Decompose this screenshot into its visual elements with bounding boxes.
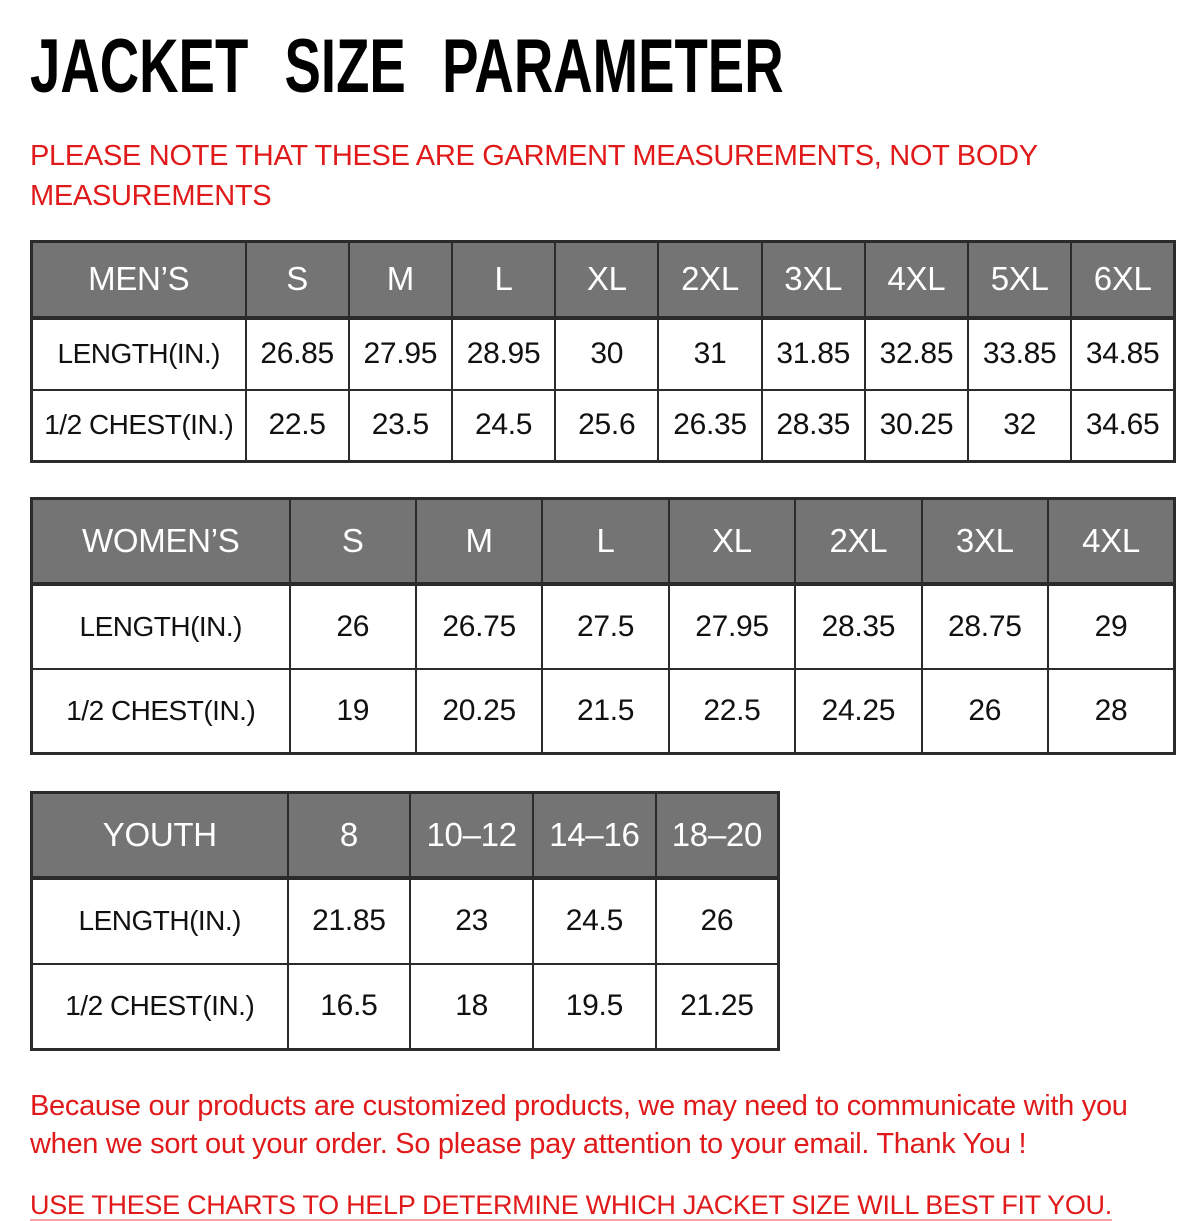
customization-notice [30, 1087, 1170, 1164]
size-header-cell: M [349, 242, 452, 318]
size-header-cell: 2XL [795, 499, 921, 584]
fit-instruction-text: USE THESE CHARTS TO HELP DETERMINE WHICH JACKET SIZE WILL BEST FIT YOU. [30, 1189, 1112, 1220]
note-line: PLEASE NOTE THAT THESE ARE GARMENT MEASUREMENTS, NOT BODY [30, 140, 1038, 172]
table-row [32, 390, 1175, 462]
row-label-cell: LENGTH(IN.) [32, 318, 246, 390]
size-value-cell: 21.85 [288, 878, 411, 964]
size-value-cell: 34.65 [1071, 390, 1174, 462]
row-label-cell: 1/2 CHEST(IN.) [32, 390, 246, 462]
table-row [32, 878, 779, 964]
size-value-cell: 21.5 [542, 669, 668, 754]
table-title-cell: YOUTH [32, 793, 288, 878]
womens-size-table [30, 497, 1176, 755]
row-label-cell: LENGTH(IN.) [32, 878, 288, 964]
size-header-cell: 14–16 [533, 793, 656, 878]
size-header-cell: S [246, 242, 349, 318]
notice-line: when we sort out your order. So please pay attention to your email. Thank You ! [30, 1128, 1027, 1161]
size-value-cell: 19 [290, 669, 416, 754]
note-line: MEASUREMENTS [30, 180, 272, 213]
size-header-row [32, 793, 779, 878]
table-title-cell: WOMEN’S [32, 499, 290, 584]
table-row [32, 584, 1175, 669]
size-header-cell: 4XL [1048, 499, 1174, 584]
size-value-cell: 26 [656, 878, 779, 964]
garment-measurement-note [30, 136, 1170, 216]
table-row [32, 318, 1175, 390]
size-value-cell: 31 [658, 318, 761, 390]
size-value-cell: 21.25 [656, 964, 779, 1050]
size-value-cell: 26.85 [246, 318, 349, 390]
size-header-cell: L [542, 499, 668, 584]
row-label-cell: 1/2 CHEST(IN.) [32, 669, 290, 754]
size-header-cell: 8 [288, 793, 411, 878]
table-row [32, 964, 779, 1050]
size-header-cell: 2XL [658, 242, 761, 318]
size-value-cell: 27.95 [349, 318, 452, 390]
size-header-cell: 5XL [968, 242, 1071, 318]
table-row [32, 669, 1175, 754]
size-value-cell: 32 [968, 390, 1071, 462]
size-value-cell: 26 [290, 584, 416, 669]
size-header-cell: 4XL [865, 242, 968, 318]
fit-instruction [30, 1190, 1170, 1221]
size-header-cell: 6XL [1071, 242, 1174, 318]
size-value-cell: 30 [555, 318, 658, 390]
table-title-cell: MEN’S [32, 242, 246, 318]
size-value-cell: 24.5 [452, 390, 555, 462]
size-value-cell: 28 [1048, 669, 1174, 754]
size-value-cell: 23 [410, 878, 533, 964]
size-value-cell: 25.6 [555, 390, 658, 462]
size-header-row [32, 242, 1175, 318]
size-value-cell: 26.75 [416, 584, 542, 669]
size-value-cell: 29 [1048, 584, 1174, 669]
size-header-cell: XL [669, 499, 795, 584]
size-header-cell: 10–12 [410, 793, 533, 878]
size-value-cell: 26.35 [658, 390, 761, 462]
size-value-cell: 30.25 [865, 390, 968, 462]
size-value-cell: 22.5 [669, 669, 795, 754]
size-value-cell: 34.85 [1071, 318, 1174, 390]
row-label-cell: LENGTH(IN.) [32, 584, 290, 669]
size-header-cell: S [290, 499, 416, 584]
size-header-cell: 18–20 [656, 793, 779, 878]
size-header-row [32, 499, 1175, 584]
size-value-cell: 33.85 [968, 318, 1071, 390]
page-title: JACKET SIZE PARAMETER [30, 25, 784, 110]
size-header-cell: L [452, 242, 555, 318]
size-header-cell: XL [555, 242, 658, 318]
size-value-cell: 24.5 [533, 878, 656, 964]
size-header-cell: 3XL [922, 499, 1048, 584]
size-value-cell: 19.5 [533, 964, 656, 1050]
size-value-cell: 28.35 [762, 390, 865, 462]
mens-size-table [30, 240, 1176, 463]
size-value-cell: 27.95 [669, 584, 795, 669]
size-value-cell: 28.95 [452, 318, 555, 390]
size-value-cell: 26 [922, 669, 1048, 754]
size-value-cell: 31.85 [762, 318, 865, 390]
size-value-cell: 20.25 [416, 669, 542, 754]
size-header-cell: M [416, 499, 542, 584]
size-value-cell: 27.5 [542, 584, 668, 669]
size-value-cell: 28.35 [795, 584, 921, 669]
size-value-cell: 22.5 [246, 390, 349, 462]
size-value-cell: 28.75 [922, 584, 1048, 669]
size-header-cell: 3XL [762, 242, 865, 318]
youth-size-table [30, 791, 780, 1051]
notice-line: Because our products are customized products, we may need to communicate with you [30, 1090, 1128, 1123]
size-value-cell: 18 [410, 964, 533, 1050]
size-value-cell: 24.25 [795, 669, 921, 754]
size-value-cell: 32.85 [865, 318, 968, 390]
size-value-cell: 23.5 [349, 390, 452, 462]
size-value-cell: 16.5 [288, 964, 411, 1050]
row-label-cell: 1/2 CHEST(IN.) [32, 964, 288, 1050]
